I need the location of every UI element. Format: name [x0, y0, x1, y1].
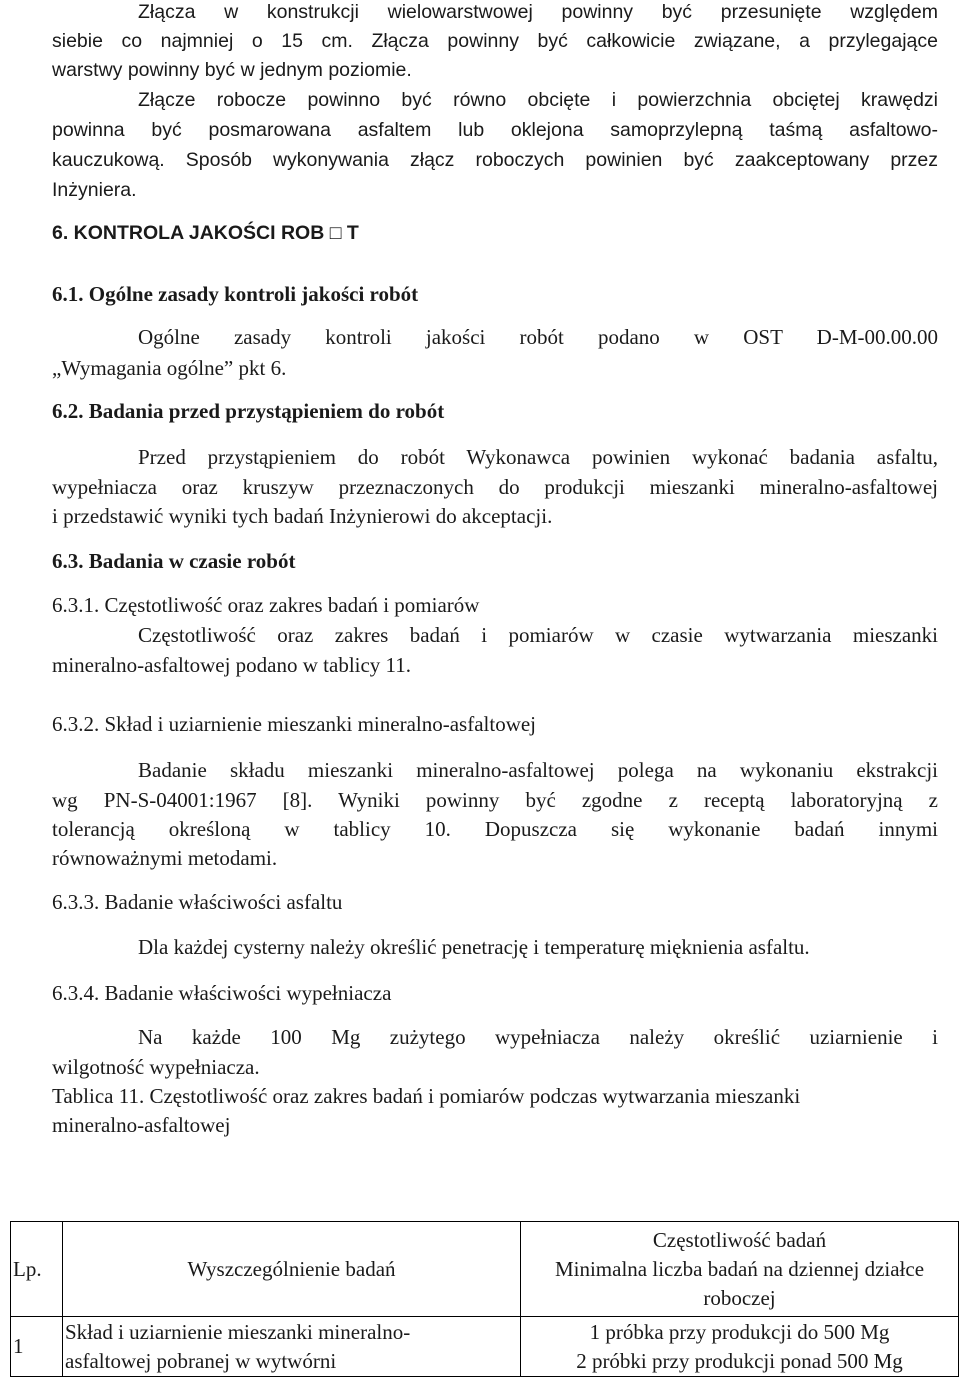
header-freq-line-2: Minimalna liczba badań na dziennej działce — [554, 1256, 925, 1281]
paragraph-joints-line-3: warstwy powinny być w jednym poziomie. — [52, 59, 412, 81]
paragraph-working-joint-line-3: kauczukową. Sposób wykonywania złącz roboczych powinien być zaakceptowany przez — [52, 149, 938, 171]
paragraph-6-1-line-2: „Wymagania ogólne” pkt 6. — [52, 356, 287, 380]
paragraph-6-3-2-line-3: tolerancją określoną w tablicy 10. Dopuszcza się wykonanie badań innymi — [52, 817, 938, 841]
header-freq-line-1: Częstotliwość badań — [652, 1227, 827, 1252]
paragraph-working-joint-line-4: Inżyniera. — [52, 179, 137, 201]
paragraph-6-3-2-line-2: wg PN-S-04001:1967 [8]. Wyniki powinny być zgodne z receptą laboratoryjną z — [52, 788, 938, 812]
section-heading-6-3-1: 6.3.1. Częstotliwość oraz zakres badań i pomiarów — [52, 593, 480, 617]
row-1-freq — [521, 1317, 959, 1377]
paragraph-joints-line-1: Złącza w konstrukcji wielowarstwowej powinny być przesunięte względem — [138, 1, 938, 23]
section-heading-6-1: 6.1. Ogólne zasady kontroli jakości robót — [52, 282, 419, 306]
table-row — [11, 1317, 959, 1377]
row-1-spec — [63, 1317, 521, 1377]
header-spec: Wyszczególnienie badań — [63, 1222, 521, 1317]
header-freq — [521, 1222, 959, 1317]
header-freq-line-3: roboczej — [703, 1285, 776, 1310]
paragraph-6-3-3: Dla każdej cysterny należy określić penetrację i temperaturę mięknienia asfaltu. — [138, 935, 810, 959]
section-heading-6-3-4: 6.3.4. Badanie właściwości wypełniacza — [52, 981, 392, 1005]
section-heading-6-3: 6.3. Badania w czasie robót — [52, 549, 296, 573]
section-heading-6-3-3: 6.3.3. Badanie właściwości asfaltu — [52, 890, 343, 914]
paragraph-6-2-line-2: wypełniacza oraz kruszyw przeznaczonych do produkcji mieszanki mineralno-asfaltowej — [52, 475, 938, 499]
paragraph-6-2-line-1: Przed przystąpieniem do robót Wykonawca powinien wykonać badania asfaltu, — [138, 445, 938, 469]
paragraph-6-3-1-line-2: mineralno-asfaltowej podano w tablicy 11. — [52, 653, 412, 677]
paragraph-6-3-2-line-4: równoważnymi metodami. — [52, 846, 278, 870]
paragraph-6-3-4-line-2: wilgotność wypełniacza. — [52, 1055, 260, 1079]
paragraph-working-joint-line-1: Złącze robocze powinno być równo obcięte i powierzchnia obciętej krawędzi — [138, 89, 938, 111]
section-heading-6: 6. KONTROLA JAKOŚCI ROB □ T — [52, 222, 359, 244]
table-11 — [10, 1221, 959, 1377]
row-1-spec-line-1: Skład i uziarnienie mieszanki mineralno- — [65, 1319, 411, 1344]
paragraph-6-3-2-line-1: Badanie składu mieszanki mineralno-asfaltowej polega na wykonaniu ekstrakcji — [138, 758, 938, 782]
row-1-lp: 1 — [11, 1317, 63, 1377]
paragraph-6-2-line-3: i przedstawić wyniki tych badań Inżynierowi do akceptacji. — [52, 504, 553, 528]
paragraph-working-joint-line-2: powinna być posmarowana asfaltem lub oklejona samoprzylepną taśmą asfaltowo- — [52, 119, 938, 141]
paragraph-6-3-1-line-1: Częstotliwość oraz zakres badań i pomiarów w czasie wytwarzania mieszanki — [138, 623, 938, 647]
section-heading-6-3-2: 6.3.2. Skład i uziarnienie mieszanki mineralno-asfaltowej — [52, 712, 537, 736]
row-1-spec-line-2: asfaltowej pobranej w wytwórni — [65, 1348, 337, 1373]
section-heading-6-2: 6.2. Badania przed przystąpieniem do robót — [52, 399, 445, 423]
table-caption-line-1: Tablica 11. Częstotliwość oraz zakres badań i pomiarów podczas wytwarzania mieszanki — [52, 1084, 801, 1108]
paragraph-joints-line-2: siebie co najmniej o 15 cm. Złącza powinny być całkowicie związane, a przylegające — [52, 30, 938, 52]
table-caption-line-2: mineralno-asfaltowej — [52, 1113, 231, 1137]
row-1-freq-line-2: 2 próbki przy produkcji ponad 500 Mg — [576, 1348, 903, 1373]
header-lp: Lp. — [11, 1222, 63, 1317]
paragraph-6-1-line-1: Ogólne zasady kontroli jakości robót podano w OST D-M-00.00.00 — [138, 325, 938, 349]
row-1-freq-line-1: 1 próbka przy produkcji do 500 Mg — [589, 1319, 890, 1344]
table-header-row — [11, 1222, 959, 1317]
paragraph-6-3-4-line-1: Na każde 100 Mg zużytego wypełniacza należy określić uziarnienie i — [138, 1025, 938, 1049]
